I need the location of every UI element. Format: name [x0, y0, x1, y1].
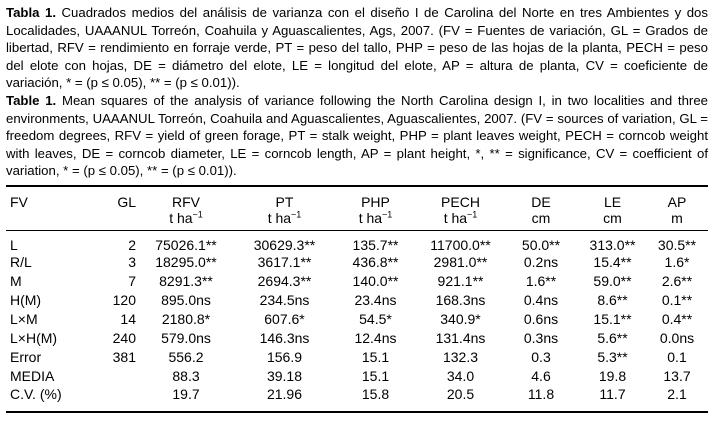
cell-ap: 0.0ns — [659, 330, 695, 347]
cell-le: 19.8 — [598, 368, 627, 385]
cell-rfv: 579.0ns — [161, 330, 211, 347]
unit-exponent: −1 — [192, 209, 203, 220]
row-label: M — [10, 273, 22, 290]
column-unit-rfv — [136, 210, 236, 231]
cell-php: 23.4ns — [354, 292, 397, 309]
column-unit-php — [333, 210, 418, 231]
cell-ap: 0.4** — [661, 311, 693, 328]
unit-base: cm — [603, 209, 622, 226]
header-units-row — [6, 210, 708, 231]
cell-php: 15.8 — [361, 385, 390, 402]
column-header-de: DE — [531, 193, 551, 210]
cell-php: 15.1 — [361, 349, 390, 366]
column-unit-ap — [646, 210, 708, 231]
cell-ap: 0.1 — [667, 349, 687, 366]
unit-base: t ha — [267, 209, 292, 226]
cell-ap: 2.1 — [667, 385, 687, 402]
cell-de: 4.6 — [531, 368, 551, 385]
column-unit-gl — [94, 210, 136, 231]
cell-pt: 3617.1** — [257, 254, 312, 271]
cell-de: 1.6** — [525, 273, 557, 290]
row-label: L — [10, 236, 18, 253]
unit-exponent: −1 — [291, 209, 302, 220]
table-header — [6, 186, 708, 231]
gl-value: 381 — [112, 349, 136, 366]
gl-value — [94, 386, 136, 412]
unit-exponent: −1 — [467, 209, 478, 220]
cell-le: 8.6** — [597, 292, 628, 309]
row-label: C.V. (%) — [10, 385, 62, 402]
table-row — [6, 230, 708, 253]
unit-base: t ha — [358, 209, 383, 226]
cell-rfv: 556.2 — [168, 349, 204, 366]
cell-rfv: 75026.1** — [155, 236, 217, 253]
cell-php: 135.7** — [352, 236, 399, 253]
column-header-php: PHP — [361, 193, 390, 210]
column-header-le: LE — [603, 193, 622, 210]
unit-base: t ha — [169, 209, 193, 226]
cell-pech: 20.5 — [446, 385, 475, 402]
table-body — [6, 230, 708, 412]
cell-pech: 132.3 — [442, 349, 479, 366]
cell-pech: 11700.0** — [430, 236, 491, 253]
cell-le: 313.0** — [589, 236, 636, 253]
caption-spanish — [6, 4, 708, 92]
column-unit-pt — [236, 210, 333, 231]
cell-pt: 234.5ns — [259, 292, 310, 309]
caption-spanish-text: Cuadrados medios del análisis de varianza con el diseño I de Carolina del Norte en tres Ambientes y dos Localidades, UAAANUL Torreón, Coahuila y Aguascalientes, Ags, 2007. (FV = Fuentes de variación, GL = Grados de libertad, RFV = rendimiento en forraje verde, PT = peso del tallo, PHP = peso de las hojas de la planta, PECH = peso del elote con hojas, DE = diámetro del elote, LE = longitud del elote, AP = altura de planta, CV = coeficiente de variación, * = (p ≤ 0.05), ** = (p ≤ 0.01)). — [6, 5, 708, 91]
cell-le: 5.3** — [597, 349, 628, 366]
cell-le: 59.0** — [593, 273, 632, 290]
anova-table — [6, 185, 708, 413]
cell-pech: 921.1** — [437, 273, 484, 290]
cell-pech: 2981.0** — [433, 254, 488, 271]
column-header-ap: AP — [667, 193, 687, 210]
row-label: Error — [10, 349, 42, 366]
cell-le: 11.7 — [599, 385, 626, 402]
column-header-fv: FV — [10, 193, 28, 210]
cell-ap: 2.6** — [661, 273, 693, 290]
column-unit-de — [503, 210, 579, 231]
cell-ap: 13.7 — [663, 368, 691, 385]
column-header-pt: PT — [275, 193, 294, 210]
cell-de: 50.0** — [521, 236, 561, 253]
cell-le: 5.6** — [597, 330, 628, 347]
table-row — [6, 348, 708, 367]
cell-ap: 0.1** — [661, 292, 693, 309]
unit-base: m — [671, 209, 683, 226]
cell-php: 54.5* — [359, 311, 392, 328]
row-label: R/L — [10, 254, 32, 271]
row-label: H(M) — [10, 292, 42, 309]
caption-english-label: Table 1. — [6, 92, 57, 108]
cell-de: 0.3ns — [523, 330, 559, 347]
gl-value: 2 — [128, 236, 136, 253]
gl-value: 7 — [128, 273, 136, 290]
unit-base: t ha — [443, 209, 468, 226]
cell-le: 15.4** — [593, 254, 632, 271]
cell-pt: 607.6* — [264, 311, 305, 328]
cell-rfv: 8291.3** — [159, 273, 213, 290]
cell-de: 0.3 — [531, 349, 551, 366]
cell-pt: 39.18 — [266, 368, 303, 385]
column-unit-fv — [6, 210, 94, 231]
unit-base: cm — [531, 209, 551, 226]
cell-pt: 156.9 — [266, 349, 303, 366]
table-row — [6, 291, 708, 310]
cell-rfv: 88.3 — [172, 368, 200, 385]
row-label: MEDIA — [10, 368, 55, 385]
cell-pt: 21.96 — [266, 385, 303, 402]
caption-spanish-label: Tabla 1. — [6, 5, 56, 20]
table-row — [6, 386, 708, 412]
cell-rfv: 2180.8* — [161, 311, 211, 328]
cell-pt: 30629.3** — [253, 236, 316, 253]
gl-value — [94, 367, 136, 386]
gl-value: 240 — [112, 330, 136, 347]
cell-php: 15.1 — [361, 368, 390, 385]
table-row — [6, 272, 708, 291]
gl-value: 14 — [120, 311, 136, 328]
column-header-rfv: RFV — [172, 193, 200, 210]
cell-php: 140.0** — [352, 273, 399, 290]
row-label: L×M — [10, 311, 38, 328]
cell-ap: 30.5** — [657, 236, 697, 253]
cell-le: 15.1** — [593, 311, 632, 328]
cell-pech: 131.4ns — [435, 330, 486, 347]
cell-rfv: 895.0ns — [161, 292, 211, 309]
column-header-pech: PECH — [441, 193, 480, 210]
cell-pech: 168.3ns — [435, 292, 486, 309]
column-unit-le — [579, 210, 646, 231]
row-label: L×H(M) — [10, 330, 58, 347]
cell-de: 0.2ns — [523, 254, 559, 271]
cell-ap: 1.6* — [664, 254, 690, 271]
cell-pech: 340.9* — [440, 311, 481, 328]
table-row — [6, 367, 708, 386]
gl-value: 120 — [112, 292, 136, 309]
cell-de: 0.4ns — [523, 292, 559, 309]
cell-rfv: 19.7 — [172, 385, 200, 402]
column-unit-pech — [418, 210, 503, 231]
table-row — [6, 253, 708, 272]
caption-english-text: Mean squares of the analysis of variance following the North Carolina design I, in two localities and three environments, UAAANUL Torreón, Coahuila and Aguascalientes, Aguascalientes, 2007. (FV = sources of variation, GL = freedom degrees, RFV = yield of green forage, PT = stalk weight, PHP = plant leaves weight, PECH = corncob weight with leaves, DE = corncob diameter, LE = corncob length, AP = plant height, *, ** = significance, CV = coefficient of variation, * = (p ≤ 0.05), ** = (p ≤ 0.01)). — [6, 92, 708, 179]
cell-php: 436.8** — [352, 254, 399, 271]
cell-de: 0.6ns — [523, 311, 559, 328]
table-row — [6, 310, 708, 329]
cell-pech: 34.0 — [446, 368, 475, 385]
header-labels-row — [6, 186, 708, 210]
cell-rfv: 18295.0** — [155, 254, 217, 271]
cell-php: 12.4ns — [354, 330, 397, 347]
table-row — [6, 329, 708, 348]
gl-value: 3 — [128, 254, 136, 271]
cell-pt: 146.3ns — [259, 330, 310, 347]
cell-de: 11.8 — [527, 385, 555, 402]
cell-pt: 2694.3** — [257, 273, 312, 290]
unit-exponent: −1 — [382, 209, 393, 220]
column-header-gl: GL — [117, 193, 136, 210]
caption-english — [6, 92, 708, 180]
